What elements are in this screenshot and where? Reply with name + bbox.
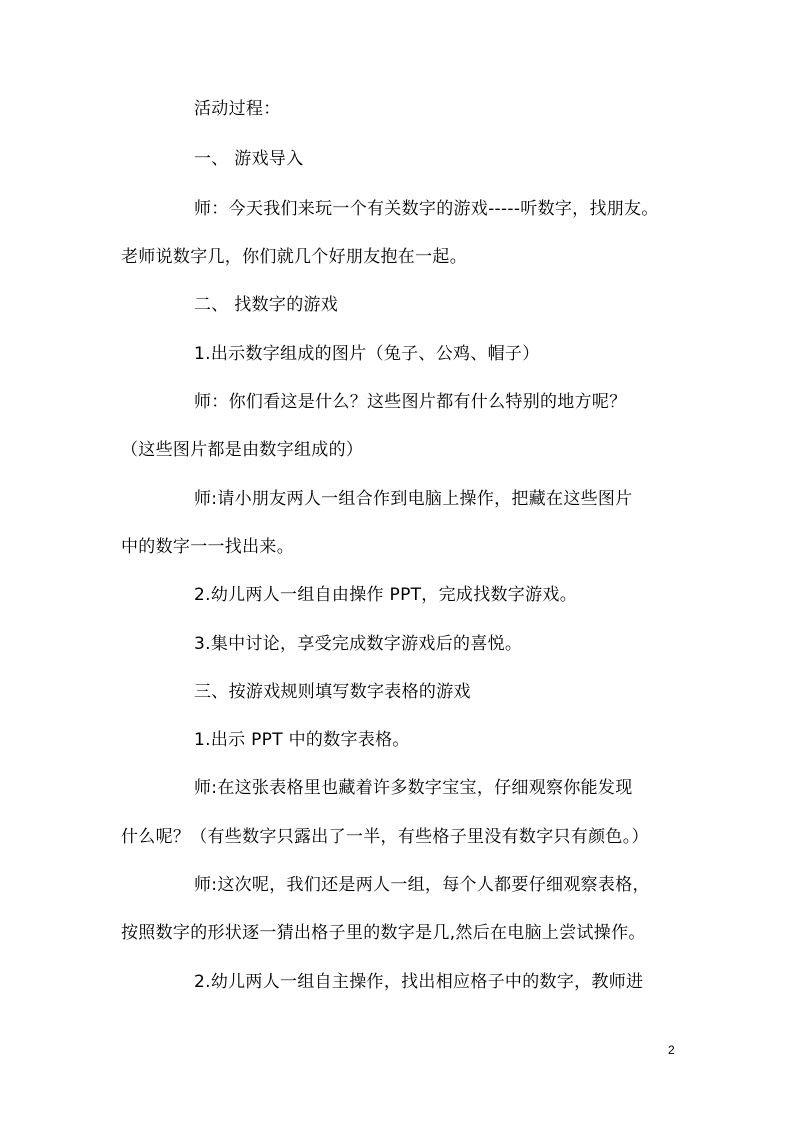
text-line: 1.出示 PPT 中的数字表格。: [194, 730, 410, 750]
text-line: 师:请小朋友两人一组合作到电脑上操作，把藏在这些图片: [194, 489, 633, 509]
text-line: 2.幼儿两人一组自由操作 PPT，完成找数字游戏。: [194, 585, 578, 605]
text-line: （这些图片都是由数字组成的）: [121, 440, 364, 460]
text-line: 师：你们看这是什么？这些图片都有什么特别的地方呢？: [194, 392, 627, 412]
text-line: 师:这次呢，我们还是两人一组，每个人都要仔细观察表格，: [194, 875, 650, 895]
text-line: 中的数字一一找出来。: [121, 537, 294, 557]
text-line: 师：今天我们来玩一个有关数字的游戏-----听数字，找朋友。: [194, 199, 659, 219]
text-line: 2.幼儿两人一组自主操作，找出相应格子中的数字，教师进: [194, 972, 644, 992]
section-heading: 三、按游戏规则填写数字表格的游戏: [194, 682, 471, 702]
text-line: 师:在这张表格里也藏着许多数字宝宝，仔细观察你能发现: [194, 778, 633, 798]
text-line: 活动过程：: [194, 99, 281, 119]
text-line: 1.出示数字组成的图片（兔子、公鸡、帽子）: [194, 344, 540, 364]
section-heading: 一、 游戏导入: [194, 149, 304, 169]
text-line: 什么呢？（有些数字只露出了一半，有些格子里没有数字只有颜色。）: [121, 827, 649, 847]
text-line: 3.集中讨论，享受完成数字游戏后的喜悦。: [194, 634, 523, 654]
page-number: 2: [668, 1043, 675, 1057]
text-line: 按照数字的形状逐一猜出格子里的数字是几,然后在电脑上尝试操作。: [121, 923, 646, 943]
section-heading: 二、 找数字的游戏: [194, 295, 339, 315]
text-line: 老师说数字几，你们就几个好朋友抱在一起。: [121, 247, 467, 267]
